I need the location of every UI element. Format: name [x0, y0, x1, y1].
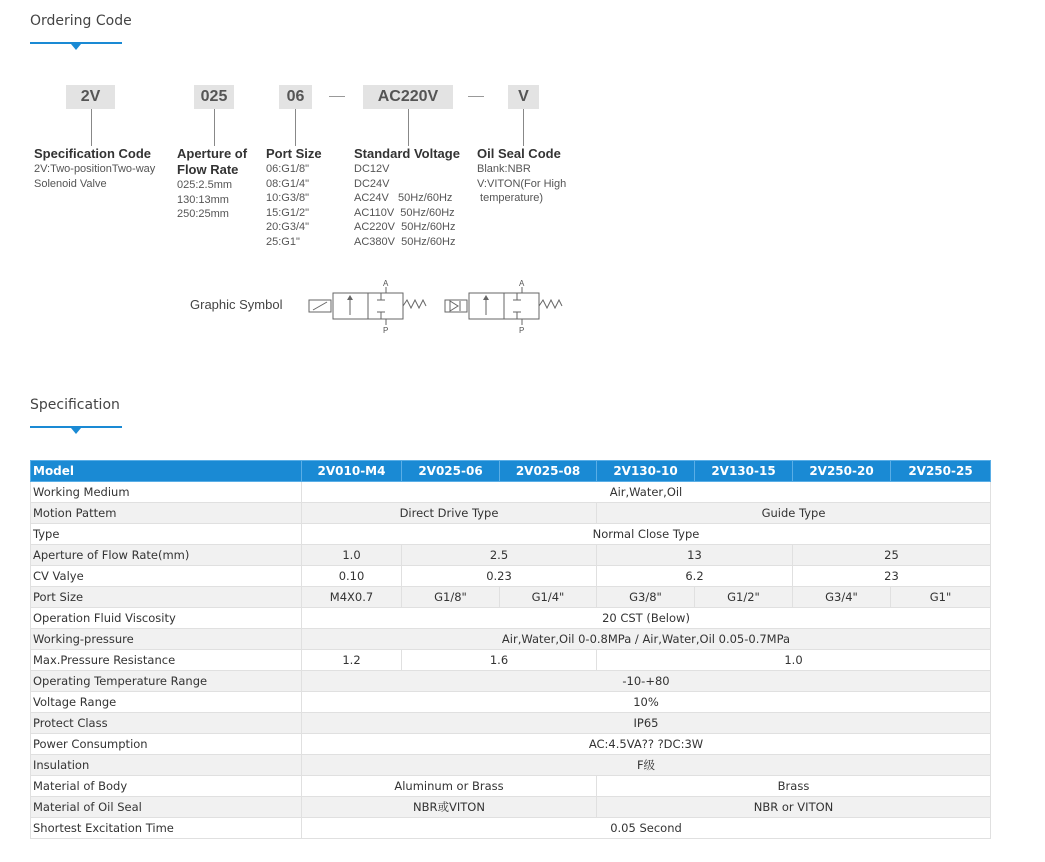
valve-symbol-pilot-icon: [436, 278, 576, 334]
row-label: Aperture of Flow Rate(mm): [31, 545, 302, 566]
code-box-voltage: AC220V: [363, 85, 453, 109]
column-line: 15:G1/2": [266, 206, 310, 219]
table-cell: 25: [793, 545, 991, 566]
specification-table: [30, 460, 991, 839]
table-row: [31, 608, 991, 629]
column-heading: Port Size: [266, 146, 322, 161]
table-cell: G1/2": [695, 587, 793, 608]
column-header-2v130-15: 2V130-15: [695, 461, 793, 482]
column-header-2v130-10: 2V130-10: [597, 461, 695, 482]
oil-seal-description: [477, 146, 566, 206]
column-line: 250:25mm: [177, 208, 229, 221]
table-row: [31, 629, 991, 650]
table-cell: 0.05 Second: [302, 818, 991, 839]
table-cell: AC:4.5VA?? ?DC:3W: [302, 734, 991, 755]
row-label: Material of Oil Seal: [31, 797, 302, 818]
table-cell: IP65: [302, 713, 991, 734]
column-heading: Specification Code: [34, 146, 152, 161]
row-label: Material of Body: [31, 776, 302, 797]
column-line: 08:G1/4": [266, 177, 310, 190]
table-cell: Air,Water,Oil: [302, 482, 991, 503]
table-row: [31, 713, 991, 734]
row-label: Type: [31, 524, 302, 545]
column-line: V:VITON(For High: [477, 177, 567, 190]
port-a-label: A: [383, 279, 389, 288]
code-box-port: 06: [279, 85, 312, 109]
specification-title: Specification: [30, 397, 120, 413]
column-heading: Flow Rate: [177, 162, 239, 177]
table-cell: 2.5: [402, 545, 597, 566]
spec-code-description: [34, 146, 155, 191]
table-cell: Air,Water,Oil 0-0.8MPa / Air,Water,Oil 0.05-0.7MPa: [302, 629, 991, 650]
row-label: Shortest Excitation Time: [31, 818, 302, 839]
table-cell: Aluminum or Brass: [302, 776, 597, 797]
connector-line: [214, 109, 215, 146]
port-a-label: A: [519, 279, 525, 288]
column-line: 130:13mm: [177, 193, 229, 206]
table-cell: 13: [597, 545, 793, 566]
column-header-model: Model: [31, 461, 302, 482]
table-cell: G1/4": [500, 587, 597, 608]
connector-line: [91, 109, 92, 146]
port-p-label: P: [519, 326, 525, 334]
row-label: Max.Pressure Resistance: [31, 650, 302, 671]
table-cell: 0.23: [402, 566, 597, 587]
specification-arrow-icon: [71, 428, 81, 434]
column-header-2v250-25: 2V250-25: [891, 461, 991, 482]
column-line: DC12V: [354, 163, 390, 175]
column-line: Blank:NBR: [477, 163, 531, 175]
column-heading: Oil Seal Code: [477, 146, 561, 161]
column-header-2v010-m4: 2V010-M4: [302, 461, 402, 482]
table-cell: 1.0: [302, 545, 402, 566]
table-cell: 1.6: [402, 650, 597, 671]
connector-line: [295, 109, 296, 146]
table-cell: G1/8": [402, 587, 500, 608]
column-line: 20:G3/4": [266, 221, 310, 234]
table-cell: F级: [302, 755, 991, 776]
column-line: AC380V 50Hz/60Hz: [354, 235, 456, 248]
table-cell: NBR or VITON: [597, 797, 991, 818]
column-header-2v025-08: 2V025-08: [500, 461, 597, 482]
port-size-description: [266, 146, 322, 250]
table-cell: 10%: [302, 692, 991, 713]
table-body: [31, 482, 991, 839]
row-label: Protect Class: [31, 713, 302, 734]
column-line: AC220V 50Hz/60Hz: [354, 221, 456, 234]
column-header-2v025-06: 2V025-06: [402, 461, 500, 482]
table-row: [31, 671, 991, 692]
dash-separator: [329, 96, 345, 97]
port-p-label: P: [383, 326, 389, 334]
table-cell: NBR或VITON: [302, 797, 597, 818]
dash-separator: [468, 96, 484, 97]
connector-line: [523, 109, 524, 146]
code-box-seal: V: [508, 85, 539, 109]
table-cell: 23: [793, 566, 991, 587]
table-cell: Normal Close Type: [302, 524, 991, 545]
table-cell: 20 CST (Below): [302, 608, 991, 629]
ordering-code-arrow-icon: [71, 44, 81, 50]
table-row: [31, 503, 991, 524]
row-label: Motion Pattem: [31, 503, 302, 524]
code-box-aperture: 025: [194, 85, 234, 109]
row-label: Voltage Range: [31, 692, 302, 713]
connector-line: [408, 109, 409, 146]
row-label: Operating Temperature Range: [31, 671, 302, 692]
column-line: 25:G1": [266, 235, 300, 248]
table-row: [31, 818, 991, 839]
column-line: temperature): [477, 192, 544, 205]
table-cell: 1.0: [597, 650, 991, 671]
table-cell: 6.2: [597, 566, 793, 587]
code-box-spec: 2V: [66, 85, 115, 109]
column-line: Solenoid Valve: [34, 177, 107, 190]
table-cell: M4X0.7: [302, 587, 402, 608]
graphic-symbol-label: Graphic Symbol: [190, 297, 283, 312]
column-header-2v250-20: 2V250-20: [793, 461, 891, 482]
column-line: DC24V: [354, 177, 390, 190]
column-heading: Standard Voltage: [354, 146, 460, 161]
table-cell: G3/8": [597, 587, 695, 608]
table-cell: 0.10: [302, 566, 402, 587]
table-row: [31, 650, 991, 671]
table-row: [31, 776, 991, 797]
column-line: 10:G3/8": [266, 192, 310, 205]
aperture-description: [177, 146, 247, 222]
table-row: [31, 692, 991, 713]
table-row: [31, 587, 991, 608]
column-heading: Aperture of: [177, 146, 248, 161]
table-cell: G1": [891, 587, 991, 608]
table-cell: Guide Type: [597, 503, 991, 524]
table-cell: Brass: [597, 776, 991, 797]
table-row: [31, 755, 991, 776]
column-line: 06:G1/8": [266, 163, 310, 175]
table-row: [31, 566, 991, 587]
row-label: Port Size: [31, 587, 302, 608]
row-label: Power Consumption: [31, 734, 302, 755]
table-row: [31, 797, 991, 818]
table-cell: G3/4": [793, 587, 891, 608]
column-line: AC24V 50Hz/60Hz: [354, 192, 453, 205]
row-label: Working-pressure: [31, 629, 302, 650]
row-label: CV Valye: [31, 566, 302, 587]
row-label: Operation Fluid Viscosity: [31, 608, 302, 629]
table-cell: Direct Drive Type: [302, 503, 597, 524]
ordering-code-title: Ordering Code: [30, 13, 132, 29]
column-line: AC110V 50Hz/60Hz: [354, 206, 455, 219]
table-row: [31, 524, 991, 545]
table-cell: 1.2: [302, 650, 402, 671]
table-header: [31, 461, 991, 482]
column-line: 025:2.5mm: [177, 179, 233, 191]
voltage-description: [354, 146, 460, 250]
table-cell: -10-+80: [302, 671, 991, 692]
valve-symbol-solenoid-icon: [300, 278, 440, 334]
table-row: [31, 734, 991, 755]
row-label: Insulation: [31, 755, 302, 776]
column-line: 2V:Two-positionTwo-way: [34, 163, 156, 175]
table-row: [31, 482, 991, 503]
table-row: [31, 545, 991, 566]
row-label: Working Medium: [31, 482, 302, 503]
